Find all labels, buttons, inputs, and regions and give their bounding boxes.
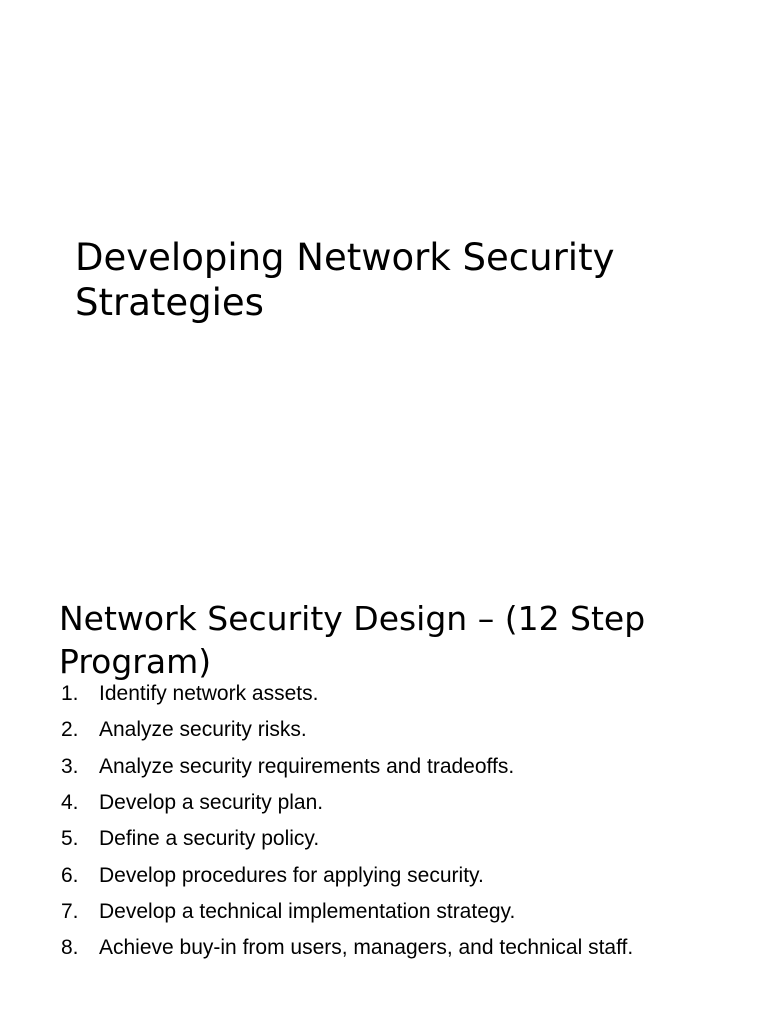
step-number: 1.	[61, 682, 79, 706]
step-number: 7.	[61, 899, 79, 923]
step-text: Develop a technical implementation strategy.	[99, 899, 516, 923]
content-slide-title: Network Security Design – (12 Step Program)	[59, 599, 646, 681]
step-text: Define a security policy.	[99, 827, 320, 851]
list-item	[61, 894, 761, 930]
list-item	[61, 749, 761, 785]
slide-title: Developing Network Security Strategies	[75, 236, 615, 324]
list-item	[61, 676, 761, 712]
step-text: Identify network assets.	[99, 682, 319, 706]
step-text: Analyze security requirements and tradeoffs.	[99, 754, 515, 778]
step-text: Develop procedures for applying security.	[99, 863, 484, 887]
list-item	[61, 930, 761, 966]
step-number: 3.	[61, 754, 79, 778]
step-number: 2.	[61, 718, 79, 742]
steps-list	[61, 676, 761, 966]
list-item	[61, 821, 761, 857]
step-text: Analyze security risks.	[99, 718, 307, 742]
step-number: 5.	[61, 827, 79, 851]
list-item	[61, 785, 761, 821]
list-item	[61, 712, 761, 748]
list-item	[61, 857, 761, 893]
step-text: Develop a security plan.	[99, 791, 324, 815]
content-slide	[0, 570, 768, 1024]
step-number: 4.	[61, 791, 79, 815]
step-text: Achieve buy-in from users, managers, and technical staff.	[99, 936, 634, 960]
step-number: 6.	[61, 863, 79, 887]
step-number: 8.	[61, 936, 79, 960]
